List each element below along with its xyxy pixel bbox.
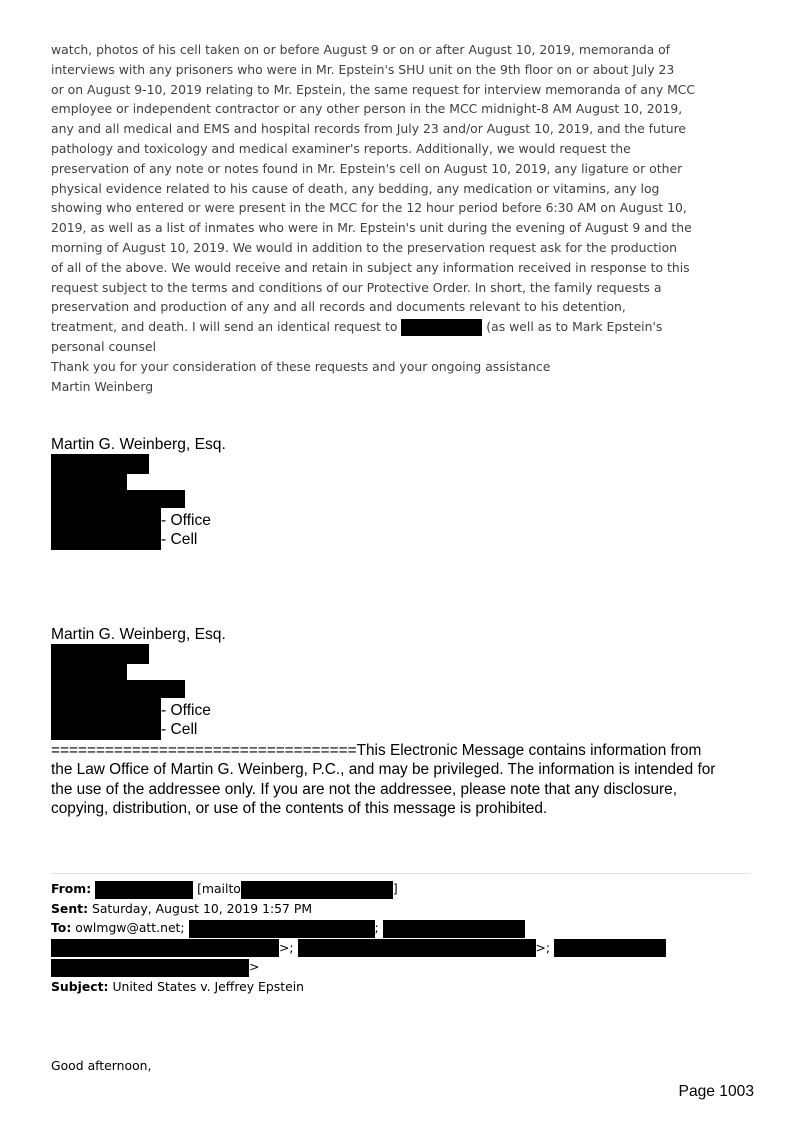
redaction-box (554, 939, 666, 957)
body-line: preservation of any note or notes found in Mr. Epstein's cell on August 10, 2019, any ligature or other (51, 160, 683, 176)
subject-line (51, 977, 751, 997)
sent-value: Saturday, August 10, 2019 1:57 PM (88, 900, 313, 916)
redaction-box (51, 664, 127, 680)
legal-disclaimer (51, 741, 756, 819)
sender-name: Martin Weinberg (51, 378, 154, 394)
body-line-with-redaction (51, 317, 751, 337)
redaction-box (95, 881, 193, 899)
signature-office-label: - Office (161, 702, 211, 719)
redaction-box (51, 474, 127, 490)
recipient-separator: >; (279, 939, 294, 955)
thanks-line: Thank you for your consideration of these requests and your ongoing assistance (51, 358, 551, 374)
signature-name: Martin G. Weinberg, Esq. (51, 436, 226, 453)
redaction-box (51, 680, 185, 698)
body-line: or on August 9-10, 2019 relating to Mr. Epstein, the same request for interview memoranda of any MCC (51, 81, 696, 97)
recipient-separator: ; (374, 920, 379, 936)
redaction-box (51, 959, 249, 977)
body-text-segment: (as well as to Mark Epstein's (482, 319, 663, 335)
body-line: morning of August 10, 2019. We would in addition to the preservation request ask for the production (51, 239, 678, 255)
redaction-box (383, 920, 525, 938)
body-line: watch, photos of his cell taken on or before August 9 or on or after August 10, 2019, memoranda of (51, 42, 671, 57)
redaction-box (51, 698, 161, 740)
body-line: physical evidence related to his cause of death, any bedding, any medication or vitamins, any log (51, 180, 660, 196)
subject-value: United States v. Jeffrey Epstein (108, 978, 304, 994)
signature-name: Martin G. Weinberg, Esq. (51, 626, 226, 643)
redaction-box (401, 319, 482, 336)
email-header (51, 879, 751, 997)
signature-cell-label: - Cell (161, 531, 198, 548)
recipient-separator: > (249, 959, 260, 975)
body-line: of all of the above. We would receive and retain in subject any information received in response to this (51, 259, 690, 275)
redaction-box (189, 920, 375, 938)
body-text-segment: treatment, and death. I will send an identical request to (51, 319, 402, 335)
to-line-continued (51, 938, 751, 958)
disclaimer-line: the Law Office of Martin G. Weinberg, P.C., and may be privileged. The information is intended for (51, 761, 716, 779)
from-label: From: (51, 881, 92, 896)
redaction-box (51, 490, 185, 508)
body-line: preservation and production of any and all records and documents relevant to his detention, (51, 299, 626, 315)
from-line (51, 879, 751, 899)
body-line: pathology and toxicology and medical examiner's reports. Additionally, we would request the (51, 140, 631, 156)
redaction-box (241, 881, 393, 899)
redaction-box (51, 939, 279, 957)
redaction-box (51, 508, 161, 550)
sent-line (51, 899, 751, 919)
subject-label: Subject: (51, 978, 109, 994)
header-divider (51, 873, 750, 874)
body-line: employee or independent contractor or any other person in the MCC midnight-8 AM August 10, 2019, (51, 101, 683, 117)
to-line-continued (51, 957, 751, 977)
mailto-close: ] (392, 881, 398, 896)
to-line (51, 918, 751, 938)
body-line: interviews with any prisoners who were in Mr. Epstein's SHU unit on the 9th floor on or about July 23 (51, 61, 675, 77)
to-label: To: (51, 920, 72, 936)
disclaimer-line: the use of the addressee only. If you are not the addressee, please note that any disclosure, (51, 780, 678, 798)
redaction-box (298, 939, 536, 957)
signature-office-label: - Office (161, 512, 211, 529)
mailto-text: [mailto (193, 881, 241, 896)
disclaimer-line: copying, distribution, or use of the contents of this message is prohibited. (51, 800, 548, 818)
body-line: showing who entered or were present in the MCC for the 12 hour period before 6:30 AM on August 10, (51, 200, 687, 216)
recipient-separator: >; (535, 939, 551, 955)
body-line: personal counsel (51, 338, 157, 354)
email-body (51, 40, 751, 396)
body-line: any and all medical and EMS and hospital records from July 23 and/or August 10, 2019, and the future (51, 121, 687, 137)
body-line: 2019, as well as a list of inmates who were in Mr. Epstein's unit during the evening of August 9 and the (51, 220, 692, 236)
email-greeting: Good afternoon, (51, 1058, 152, 1073)
page-number: Page 1003 (678, 1083, 754, 1100)
to-value: owlmgw@att.net; (71, 920, 189, 936)
redaction-box (51, 644, 149, 664)
sent-label: Sent: (51, 900, 89, 916)
disclaimer-line: ==================================This Electronic Message contains information from (51, 742, 702, 759)
body-line: request subject to the terms and conditions of our Protective Order. In short, the family requests a (51, 279, 662, 295)
redaction-box (51, 454, 149, 474)
signature-cell-label: - Cell (161, 721, 198, 738)
